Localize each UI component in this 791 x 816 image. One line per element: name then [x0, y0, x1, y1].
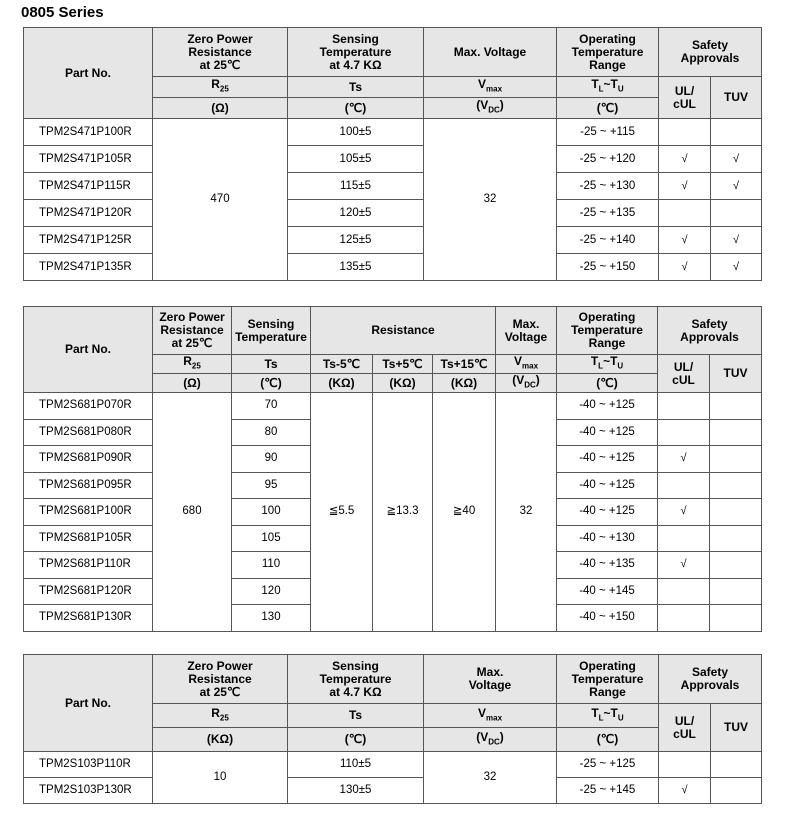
page-title: 0805 Series	[21, 4, 104, 21]
header-max-voltage: Max. Voltage	[496, 307, 557, 355]
vmax-value: 32	[424, 752, 557, 804]
ul-check: √	[659, 778, 711, 804]
tuv-check: √	[711, 227, 762, 254]
part-number: TPM2S471P135R	[24, 254, 153, 281]
table-row	[24, 393, 762, 420]
range-value: -40 ~ +125	[557, 419, 658, 446]
symbol-r25: $R_{25}$	[153, 704, 288, 728]
tuv-check	[711, 778, 762, 804]
part-number: TPM2S681P100R	[24, 499, 153, 526]
header-tuv: TUV	[711, 704, 762, 752]
tuv-check	[710, 472, 762, 499]
symbol-tl-tu: $T_L\sim T_U$	[557, 704, 659, 728]
unit-celsius: (℃)	[232, 374, 311, 393]
ul-check	[658, 605, 710, 632]
range-value: -25 ~ +125	[557, 752, 659, 778]
header-part-no: Part No.	[24, 28, 153, 119]
ul-check	[659, 119, 711, 146]
unit-kohm: (KΩ)	[311, 374, 373, 393]
tuv-check	[711, 119, 762, 146]
ts-value: 95	[232, 472, 311, 499]
tuv-check	[710, 499, 762, 526]
unit-vdc: $(V_{DC})$	[424, 98, 557, 119]
ul-check: √	[659, 227, 711, 254]
range-value: -25 ~ +130	[557, 173, 659, 200]
ts-value: 105±5	[288, 146, 424, 173]
tuv-check: √	[711, 254, 762, 281]
ul-check	[658, 472, 710, 499]
unit-vdc: $(V_{DC})$	[496, 374, 557, 393]
r25-value: 680	[153, 393, 232, 632]
symbol-ts: Ts	[232, 355, 311, 374]
symbol-ts: Ts	[288, 77, 424, 98]
header-operating-range: Operating Temperature Range	[557, 655, 659, 704]
range-value: -40 ~ +125	[557, 472, 658, 499]
header-operating-range: Operating Temperature Range	[557, 307, 658, 355]
unit-ohm: (Ω)	[153, 374, 232, 393]
symbol-r25: $R_{25}$	[153, 355, 232, 374]
unit-kohm: (KΩ)	[153, 728, 288, 752]
symbol-ts-plus-15: Ts+15℃	[433, 355, 496, 374]
ul-check: √	[659, 173, 711, 200]
range-value: -40 ~ +130	[557, 525, 658, 552]
symbol-ts-plus-5: Ts+5℃	[373, 355, 433, 374]
unit-kohm: (KΩ)	[433, 374, 496, 393]
tuv-check	[710, 393, 762, 420]
part-number: TPM2S681P120R	[24, 578, 153, 605]
part-number: TPM2S681P130R	[24, 605, 153, 632]
tuv-check	[710, 446, 762, 473]
unit-celsius: (℃)	[288, 728, 424, 752]
range-value: -25 ~ +145	[557, 778, 659, 804]
header-zero-power: Zero Power Resistance at 25℃	[153, 655, 288, 704]
header-ul-cul: UL/ cUL	[659, 704, 711, 752]
header-ul-cul: UL/ cUL	[658, 355, 710, 393]
ul-check	[658, 578, 710, 605]
part-number: TPM2S471P115R	[24, 173, 153, 200]
ul-check: √	[658, 499, 710, 526]
ul-check	[659, 200, 711, 227]
range-value: -25 ~ +135	[557, 200, 659, 227]
unit-celsius: (℃)	[557, 728, 659, 752]
header-sensing-temperature: Sensing Temperature at 4.7 KΩ	[288, 655, 424, 704]
range-value: -40 ~ +135	[557, 552, 658, 579]
ts-value: 100±5	[288, 119, 424, 146]
part-number: TPM2S681P110R	[24, 552, 153, 579]
unit-ohm: (Ω)	[153, 98, 288, 119]
part-number: TPM2S471P100R	[24, 119, 153, 146]
ts-value: 120	[232, 578, 311, 605]
table-row	[24, 173, 762, 200]
spec-table-680	[23, 306, 762, 632]
symbol-ts-minus-5: Ts-5℃	[311, 355, 373, 374]
symbol-vmax: $V_{max}$	[496, 355, 557, 374]
ts-value: 130	[232, 605, 311, 632]
ts-plus-15-value: ≧40	[433, 393, 496, 632]
header-safety-approvals: Safety Approvals	[659, 655, 762, 704]
tuv-check: √	[711, 146, 762, 173]
ts-value: 110	[232, 552, 311, 579]
r25-value: 470	[153, 119, 288, 281]
ul-check	[658, 525, 710, 552]
unit-celsius: (℃)	[288, 98, 424, 119]
ts-value: 135±5	[288, 254, 424, 281]
range-value: -25 ~ +140	[557, 227, 659, 254]
tuv-check	[710, 525, 762, 552]
header-ul-cul: UL/ cUL	[659, 77, 711, 119]
header-sensing-temperature: Sensing Temperature	[232, 307, 311, 355]
header-operating-range: Operating Temperature Range	[557, 28, 659, 77]
header-zero-power: Zero Power Resistance at 25℃	[153, 307, 232, 355]
header-part-no: Part No.	[24, 655, 153, 752]
spec-table-10k	[23, 654, 762, 804]
header-max-voltage: Max. Voltage	[424, 28, 557, 77]
header-sensing-temperature: Sensing Temperature at 4.7 KΩ	[288, 28, 424, 77]
table-row	[24, 752, 762, 778]
range-value: -40 ~ +125	[557, 393, 658, 420]
unit-kohm: (KΩ)	[373, 374, 433, 393]
tuv-check: √	[711, 173, 762, 200]
header-safety-approvals: Safety Approvals	[659, 28, 762, 77]
tuv-check	[710, 552, 762, 579]
r25-value: 10	[153, 752, 288, 804]
table-row	[24, 146, 762, 173]
unit-celsius: (℃)	[557, 374, 658, 393]
ts-value: 80	[232, 419, 311, 446]
ul-check: √	[659, 254, 711, 281]
header-resistance: Resistance	[311, 307, 496, 355]
tuv-check	[711, 752, 762, 778]
ts-value: 90	[232, 446, 311, 473]
ul-check: √	[658, 552, 710, 579]
ts-value: 110±5	[288, 752, 424, 778]
part-number: TPM2S681P095R	[24, 472, 153, 499]
range-value: -40 ~ +145	[557, 578, 658, 605]
ul-check	[659, 752, 711, 778]
ts-value: 105	[232, 525, 311, 552]
vmax-value: 32	[424, 119, 557, 281]
part-number: TPM2S103P110R	[24, 752, 153, 778]
table-row	[24, 200, 762, 227]
header-safety-approvals: Safety Approvals	[658, 307, 762, 355]
range-value: -25 ~ +115	[557, 119, 659, 146]
ts-value: 130±5	[288, 778, 424, 804]
part-number: TPM2S681P080R	[24, 419, 153, 446]
ts-plus-5-value: ≧13.3	[373, 393, 433, 632]
range-value: -40 ~ +150	[557, 605, 658, 632]
symbol-tl-tu: $T_L\sim T_U$	[557, 77, 659, 98]
part-number: TPM2S471P125R	[24, 227, 153, 254]
header-tuv: TUV	[710, 355, 762, 393]
range-value: -25 ~ +120	[557, 146, 659, 173]
tuv-check	[710, 419, 762, 446]
part-number: TPM2S681P105R	[24, 525, 153, 552]
table-row	[24, 119, 762, 146]
range-value: -40 ~ +125	[557, 499, 658, 526]
table-row	[24, 778, 762, 804]
range-value: -25 ~ +150	[557, 254, 659, 281]
ts-minus-5-value: ≦5.5	[311, 393, 373, 632]
tuv-check	[710, 578, 762, 605]
header-zero-power: Zero Power Resistance at 25℃	[153, 28, 288, 77]
part-number: TPM2S471P120R	[24, 200, 153, 227]
header-tuv: TUV	[711, 77, 762, 119]
part-number: TPM2S103P130R	[24, 778, 153, 804]
vmax-value: 32	[496, 393, 557, 632]
header-part-no: Part No.	[24, 307, 153, 393]
ul-check: √	[658, 446, 710, 473]
tuv-check	[710, 605, 762, 632]
range-value: -40 ~ +125	[557, 446, 658, 473]
header-max-voltage: Max. Voltage	[424, 655, 557, 704]
ts-value: 115±5	[288, 173, 424, 200]
spec-table-470	[23, 27, 762, 281]
symbol-vmax: $V_{max}$	[424, 77, 557, 98]
part-number: TPM2S681P070R	[24, 393, 153, 420]
ul-check	[658, 393, 710, 420]
unit-vdc: $(V_{DC})$	[424, 728, 557, 752]
symbol-vmax: $V_{max}$	[424, 704, 557, 728]
unit-celsius: (℃)	[557, 98, 659, 119]
table-row	[24, 254, 762, 281]
symbol-r25: $R_{25}$	[153, 77, 288, 98]
ts-value: 120±5	[288, 200, 424, 227]
tuv-check	[711, 200, 762, 227]
ts-value: 100	[232, 499, 311, 526]
ul-check: √	[659, 146, 711, 173]
part-number: TPM2S471P105R	[24, 146, 153, 173]
ts-value: 70	[232, 393, 311, 420]
part-number: TPM2S681P090R	[24, 446, 153, 473]
symbol-ts: Ts	[288, 704, 424, 728]
ul-check	[658, 419, 710, 446]
symbol-tl-tu: $T_L\sim T_U$	[557, 355, 658, 374]
table-row	[24, 227, 762, 254]
ts-value: 125±5	[288, 227, 424, 254]
